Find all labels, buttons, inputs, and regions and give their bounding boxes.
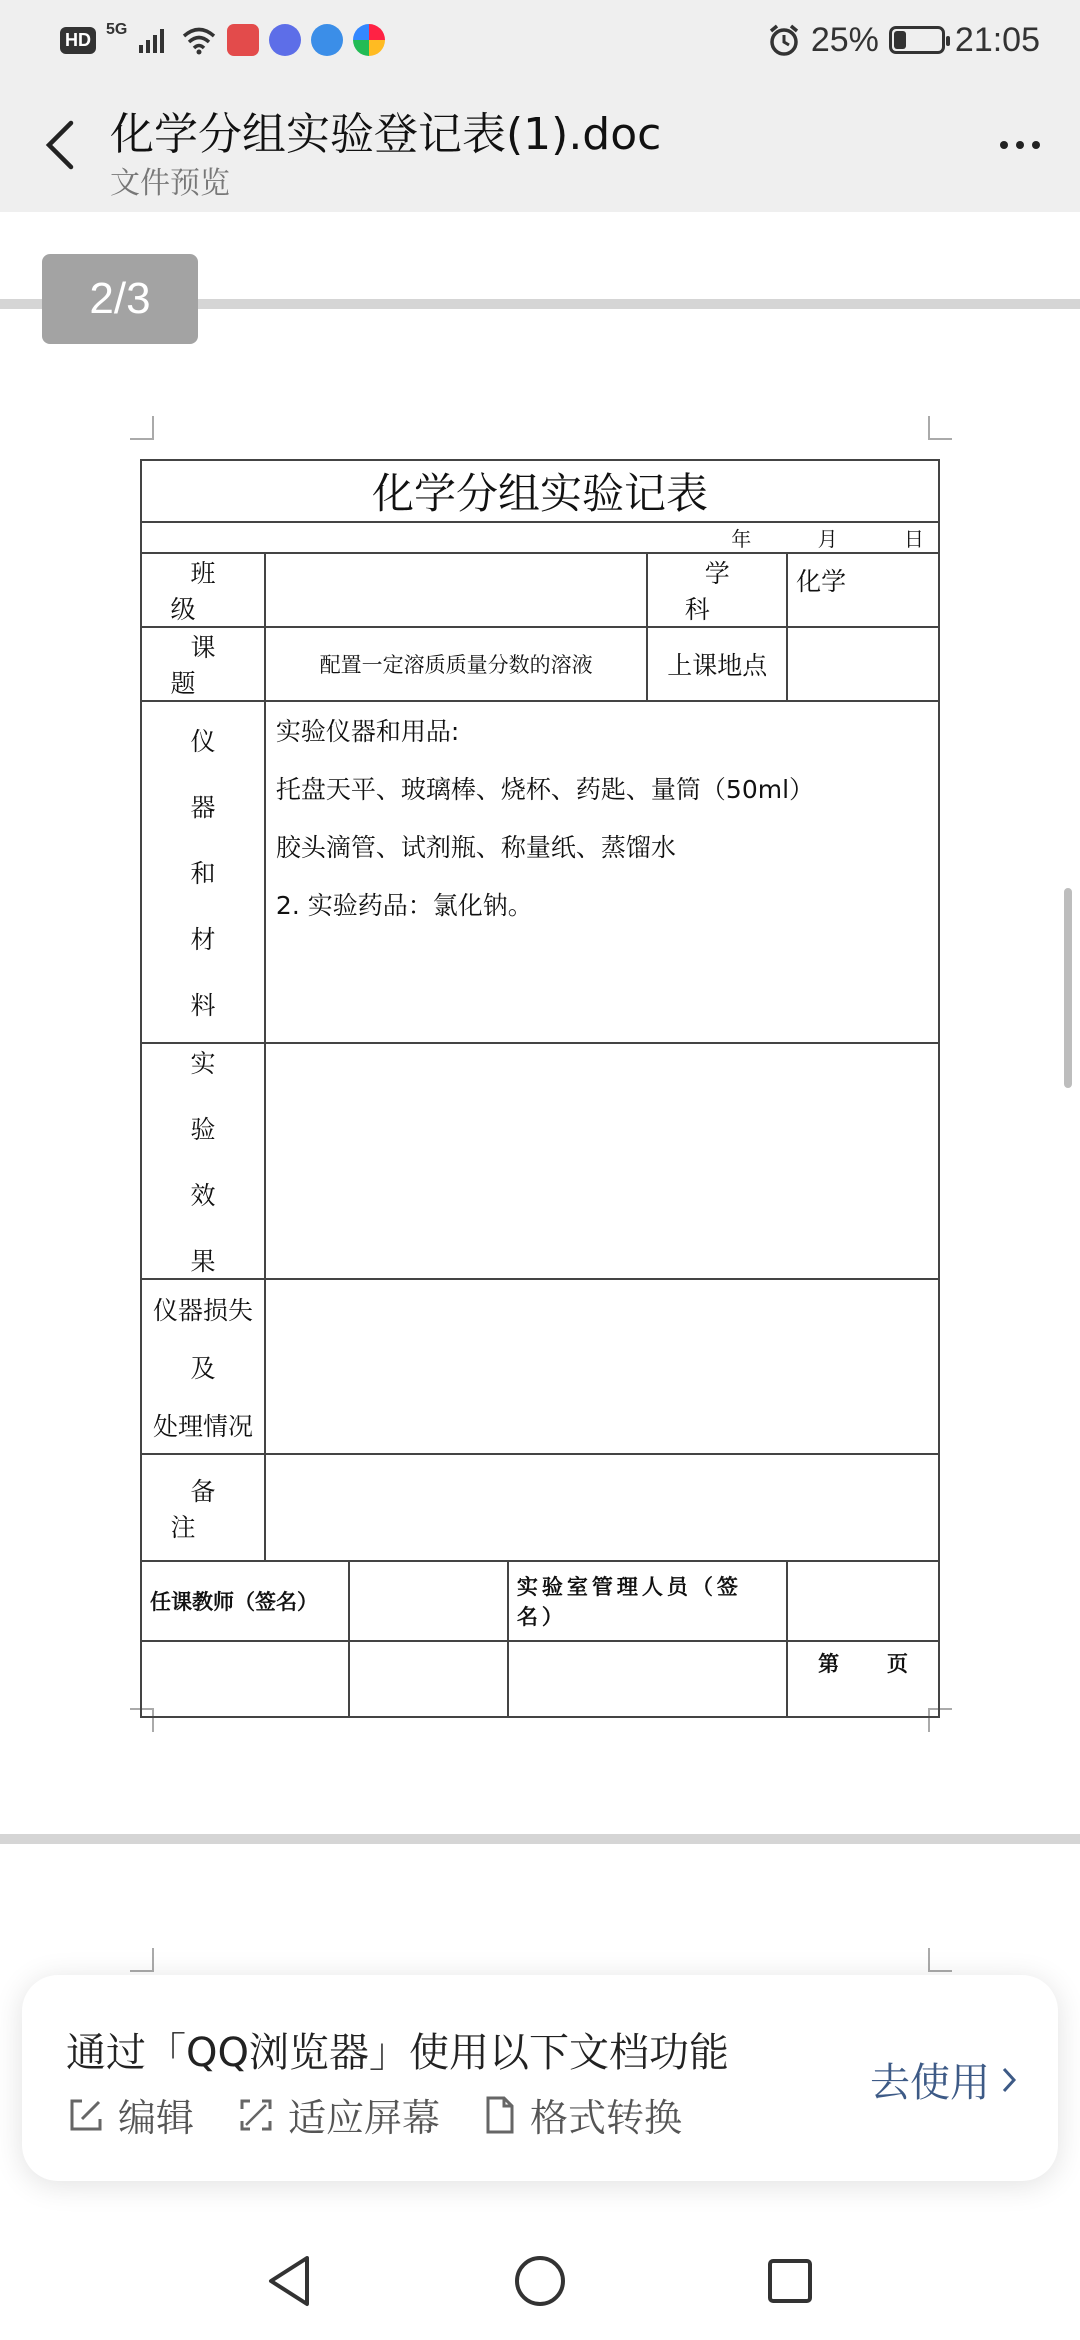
page-number-cell: [787, 1641, 939, 1717]
equipment-line: 实验仪器和用品:: [275, 717, 460, 746]
system-nav-bar: [0, 2222, 1080, 2340]
equipment-line: 胶头滴管、试剂瓶、称量纸、蒸馏水: [275, 833, 676, 862]
topic-label-cell: [141, 627, 265, 701]
nav-back-button[interactable]: [255, 2246, 325, 2316]
document-icon: [484, 2096, 516, 2134]
subject-value: 化学: [787, 553, 939, 627]
file-subtitle: 文件预览: [110, 166, 230, 201]
cell-signal-icon: [137, 25, 171, 55]
date-year-label: 年: [731, 527, 752, 551]
effect-label-char: 果: [190, 1247, 216, 1276]
qq-browser-promo: [22, 1975, 1058, 2181]
effect-content: [265, 1043, 939, 1279]
blank-cell: [349, 1641, 508, 1717]
lab-manager-label: 实验室管理人员（签名）: [508, 1561, 787, 1641]
equipment-label-char: 材: [190, 925, 216, 954]
clock-time: 21:05: [954, 20, 1040, 59]
equipment-label-char: 器: [190, 793, 216, 822]
more-options-button[interactable]: [990, 110, 1050, 180]
location-value-cell: [787, 627, 939, 701]
battery-percent: 25%: [810, 20, 879, 59]
teacher-signature-cell: [349, 1561, 508, 1641]
document-title: 化学分组实验记表: [141, 460, 939, 522]
subject-label-cell: [647, 553, 787, 627]
edit-icon: [68, 2097, 104, 2133]
date-day-label: 日: [904, 527, 924, 551]
scrollbar[interactable]: [1064, 888, 1072, 1088]
chevron-right-icon: [1000, 2065, 1018, 2095]
equipment-label-char: 料: [190, 991, 216, 1020]
square-recents-icon: [765, 2256, 815, 2306]
triangle-back-icon: [265, 2254, 315, 2308]
blank-cell: [141, 1641, 349, 1717]
more-dot-icon: [1032, 141, 1040, 149]
topic-label: 课题: [170, 633, 256, 698]
edit-action[interactable]: [68, 2087, 194, 2142]
effect-label-cell: [141, 1043, 265, 1279]
network-5g-label: 5G: [106, 21, 128, 38]
remark-label-cell: [141, 1454, 265, 1561]
page-separator: [0, 1834, 1080, 1844]
fit-screen-icon: [238, 2097, 274, 2133]
browser-app-icon: [311, 24, 343, 56]
edit-label: 编辑: [118, 2096, 195, 2140]
remark-label: 备注: [170, 1476, 256, 1542]
loss-label-cell: [141, 1279, 265, 1454]
use-now-button[interactable]: [870, 2051, 1018, 2108]
blank-cell: [508, 1641, 787, 1717]
experiment-record-table: [140, 459, 940, 1718]
more-dot-icon: [1000, 141, 1008, 149]
equipment-line: 托盘天平、玻璃棒、烧杯、药匙、量筒（50ml）: [275, 775, 815, 804]
equipment-label-cell: [141, 701, 265, 1043]
crop-mark: [130, 1948, 154, 1972]
effect-label-char: 验: [190, 1115, 216, 1144]
music-app-icon: [269, 24, 301, 56]
remark-content: [265, 1454, 939, 1561]
date-month-label: 月: [817, 527, 838, 551]
crop-mark: [130, 416, 154, 440]
class-value-cell: [265, 553, 647, 627]
topic-value: 配置一定溶质质量分数的溶液: [265, 627, 647, 701]
teacher-label: 任课教师（签名）: [141, 1561, 349, 1641]
nav-home-button[interactable]: [505, 2246, 575, 2316]
status-bar: [0, 0, 1080, 80]
page-label-char: 第: [818, 1652, 840, 1676]
subject-label: 学科: [684, 559, 770, 624]
lab-manager-signature-cell: [787, 1561, 939, 1641]
loss-content: [265, 1279, 939, 1454]
format-convert-action[interactable]: [484, 2087, 682, 2142]
loss-label-line: 及: [190, 1353, 216, 1383]
page-label-char: 页: [887, 1652, 908, 1676]
use-now-label: 去使用: [870, 2060, 990, 2106]
promo-actions: [68, 2087, 682, 2142]
circle-home-icon: [513, 2254, 567, 2308]
class-label: 班级: [170, 559, 256, 624]
page-indicator: 2/3: [42, 254, 198, 344]
class-label-cell: [141, 553, 265, 627]
date-line: [141, 522, 939, 553]
fit-screen-label: 适应屏幕: [288, 2096, 441, 2140]
red-app-icon: [227, 24, 259, 56]
location-label: 上课地点: [647, 627, 787, 701]
document-viewer[interactable]: [0, 212, 1080, 2222]
effect-label-char: 实: [190, 1049, 216, 1078]
battery-icon: [889, 26, 945, 54]
nav-recents-button[interactable]: [755, 2246, 825, 2316]
colorful-app-icon: [353, 24, 385, 56]
equipment-content: [265, 701, 939, 1043]
crop-mark: [928, 1948, 952, 1972]
more-dot-icon: [1016, 141, 1024, 149]
status-left: [60, 20, 385, 60]
effect-label-char: 效: [190, 1181, 216, 1210]
app-header: [0, 80, 1080, 212]
promo-message: 通过「QQ浏览器」使用以下文档功能: [66, 2030, 729, 2076]
back-button[interactable]: [30, 110, 90, 180]
status-right: [767, 18, 1040, 62]
crop-mark: [928, 416, 952, 440]
format-convert-label: 格式转换: [530, 2096, 683, 2140]
fit-screen-action[interactable]: [238, 2087, 440, 2142]
equipment-label-char: 仪: [190, 727, 216, 756]
equipment-label-char: 和: [190, 859, 216, 888]
alarm-icon: [767, 23, 801, 57]
file-title: 化学分组实验登记表(1).doc: [110, 109, 662, 160]
loss-label-line: 处理情况: [152, 1411, 253, 1441]
chevron-left-icon: [43, 119, 77, 171]
hd-badge: HD: [60, 27, 96, 54]
equipment-line: 2. 实验药品：氯化钠。: [275, 891, 533, 920]
wifi-icon: [181, 25, 217, 55]
loss-label-line: 仪器损失: [152, 1295, 253, 1325]
